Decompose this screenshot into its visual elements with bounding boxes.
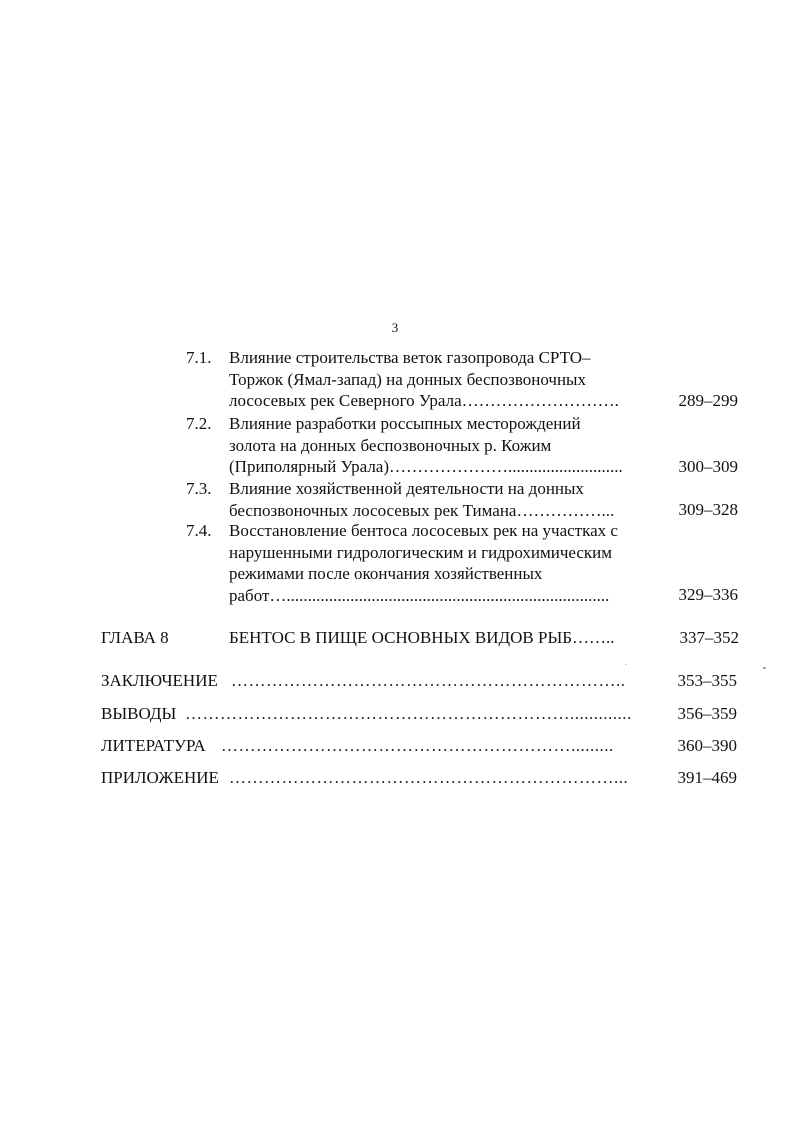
- section-title-line: Влияние строительства веток газопровода СРТО–: [229, 348, 591, 367]
- toc-leader-dots: …………………………………………………………..: [231, 671, 626, 690]
- section-title-line: Восстановление бентоса лососевых рек на участках с: [229, 521, 618, 540]
- section-title-line: золота на донных беспозвоночных р. Кожим: [229, 435, 552, 455]
- toc-leader-dots: …………………………………………………………...: [229, 768, 629, 787]
- toc-leader-dots: …………………………………………………….........: [221, 736, 614, 755]
- section-pages: 309–328: [678, 500, 738, 519]
- section-title-line: Влияние хозяйственной деятельности на донных: [229, 479, 584, 498]
- toc-leader-dots: ………………………………………………………….............: [185, 704, 632, 723]
- section-pages: 289–299: [678, 391, 738, 410]
- toc-entry-label: ВЫВОДЫ: [101, 704, 177, 723]
- chapter-pages: 337–352: [679, 628, 739, 647]
- section-title: [229, 520, 659, 606]
- toc-entry-label: ЛИТЕРАТУРА: [101, 736, 206, 755]
- section-title-line: Торжок (Ямал-запад) на донных беспозвоночных: [229, 369, 586, 389]
- scan-speck: [763, 667, 766, 669]
- section-number: 7.2.: [186, 414, 212, 433]
- section-pages: 329–336: [678, 585, 738, 604]
- toc-entry-label: ПРИЛОЖЕНИЕ: [101, 768, 219, 787]
- section-title-line: беспозвоночных лососевых рек Тимана……………...: [229, 500, 615, 520]
- section-title-line: режимами после окончания хозяйственных: [229, 564, 543, 583]
- section-title-line: нарушенными гидрологическим и гидрохимическим: [229, 542, 613, 562]
- toc-entry-pages: 360–390: [677, 736, 737, 755]
- toc-section-7-3: [186, 478, 738, 522]
- section-title-line: (Приполярный Урала)…………………...........................: [229, 457, 623, 476]
- toc-entry-label: ЗАКЛЮЧЕНИЕ: [101, 671, 218, 690]
- section-title: [229, 478, 659, 521]
- chapter-title: БЕНТОС В ПИЩЕ ОСНОВНЫХ ВИДОВ РЫБ……..: [229, 628, 615, 647]
- section-title-line: Влияние разработки россыпных месторождений: [229, 414, 581, 433]
- toc-section-7-1: [186, 347, 738, 413]
- section-title-line: работ…............................................................................: [229, 585, 610, 605]
- toc-entry-pages: 356–359: [677, 704, 737, 723]
- section-title: [229, 413, 659, 478]
- section-number: 7.3.: [186, 479, 212, 498]
- section-title-line: лососевых рек Северного Урала……………………….: [229, 391, 619, 410]
- scan-speck: [625, 664, 627, 665]
- page-number: 3: [391, 320, 399, 335]
- toc-section-7-4: [186, 520, 738, 608]
- section-title: [229, 347, 659, 412]
- toc-entry-pages: 353–355: [677, 671, 737, 690]
- section-pages: 300–309: [678, 457, 738, 476]
- section-number: 7.4.: [186, 521, 212, 540]
- toc-entry-pages: 391–469: [677, 768, 737, 787]
- chapter-label: ГЛАВА 8: [101, 628, 169, 647]
- toc-section-7-2: [186, 413, 738, 479]
- section-number: 7.1.: [186, 348, 212, 367]
